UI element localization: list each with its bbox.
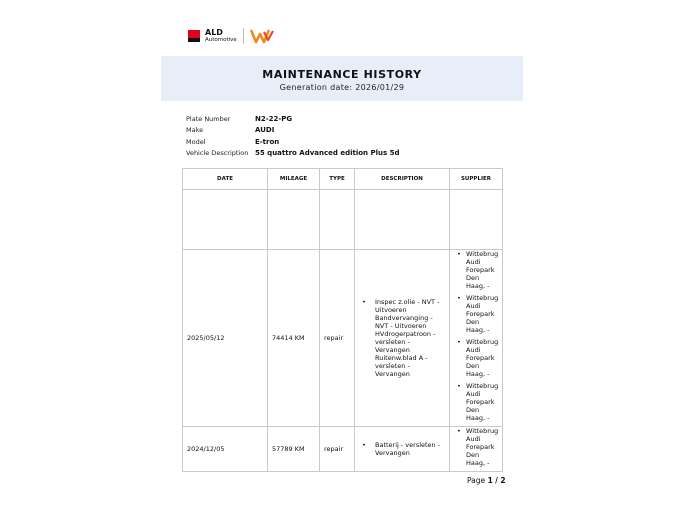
ald-logo-text: ALD Automotive [205, 27, 237, 43]
generation-date: Generation date: 2026/01/29 [279, 83, 405, 92]
description-item: • Inspec z.olie - NVT - Uitvoeren Bandvervanging - NVT - Uitvoeren HVdrogerpatroon - versleten - Vervangen Ruitenw.blad A - versleten - Vervangen [371, 298, 445, 378]
cell-type: repair [320, 427, 355, 472]
table-header-row [183, 169, 503, 190]
supplier-item: • Wittebrug Audi Forepark Den Haag, - [466, 338, 498, 378]
maintenance-table [182, 168, 503, 472]
cell-mileage: 57789 KM [268, 427, 320, 472]
supplier-item: • Wittebrug Audi Forepark Den Haag, - [466, 427, 498, 467]
vehicle-description-label: Vehicle Description [186, 149, 249, 158]
description-item: • Batterij - versleten - Vervangen [371, 441, 445, 457]
vehicle-info-row [186, 125, 399, 137]
logo-separator [243, 28, 244, 44]
report-header [161, 56, 523, 101]
column-header-mileage: MILEAGE [268, 169, 320, 190]
cell-type: repair [320, 250, 355, 427]
cell-supplier [450, 427, 503, 472]
table-row [183, 250, 503, 427]
supplier-item: • Wittebrug Audi Forepark Den Haag, - [466, 382, 498, 422]
empty-spacer-row [183, 190, 503, 250]
supplier-item: • Wittebrug Audi Forepark Den Haag, - [466, 250, 498, 290]
cell-date: 2025/05/12 [183, 250, 268, 427]
plate-number-value: N2-22-PG [255, 114, 293, 123]
cell-description [355, 250, 450, 427]
company-logo [188, 28, 276, 44]
vehicle-info [186, 113, 399, 159]
report-title: MAINTENANCE HISTORY [262, 68, 422, 81]
cell-supplier [450, 250, 503, 427]
cell-description [355, 427, 450, 472]
column-header-date: DATE [183, 169, 268, 190]
plate-number-label: Plate Number [186, 114, 231, 123]
model-label: Model [186, 137, 206, 146]
column-header-description: DESCRIPTION [355, 169, 450, 190]
column-header-type: TYPE [320, 169, 355, 190]
vehicle-info-row [186, 148, 399, 160]
vehicle-info-row [186, 136, 399, 148]
cell-date: 2024/12/05 [183, 427, 268, 472]
make-value: AUDI [255, 126, 275, 135]
column-header-supplier: SUPPLIER [450, 169, 503, 190]
page-number: Page 1 / 2 [467, 476, 506, 485]
supplier-list [454, 250, 498, 422]
vehicle-description-value: 55 quattro Advanced edition Plus 5d [255, 149, 400, 158]
ald-logo-mark [188, 30, 200, 42]
supplier-list [454, 427, 498, 467]
description-list [359, 441, 445, 457]
description-list [359, 298, 445, 378]
table-row [183, 427, 503, 472]
supplier-item: • Wittebrug Audi Forepark Den Haag, - [466, 294, 498, 334]
make-label: Make [186, 126, 204, 135]
vehicle-info-row [186, 113, 399, 125]
cell-mileage: 74414 KM [268, 250, 320, 427]
model-value: E-tron [255, 137, 280, 146]
partner-w-logo [250, 28, 276, 44]
